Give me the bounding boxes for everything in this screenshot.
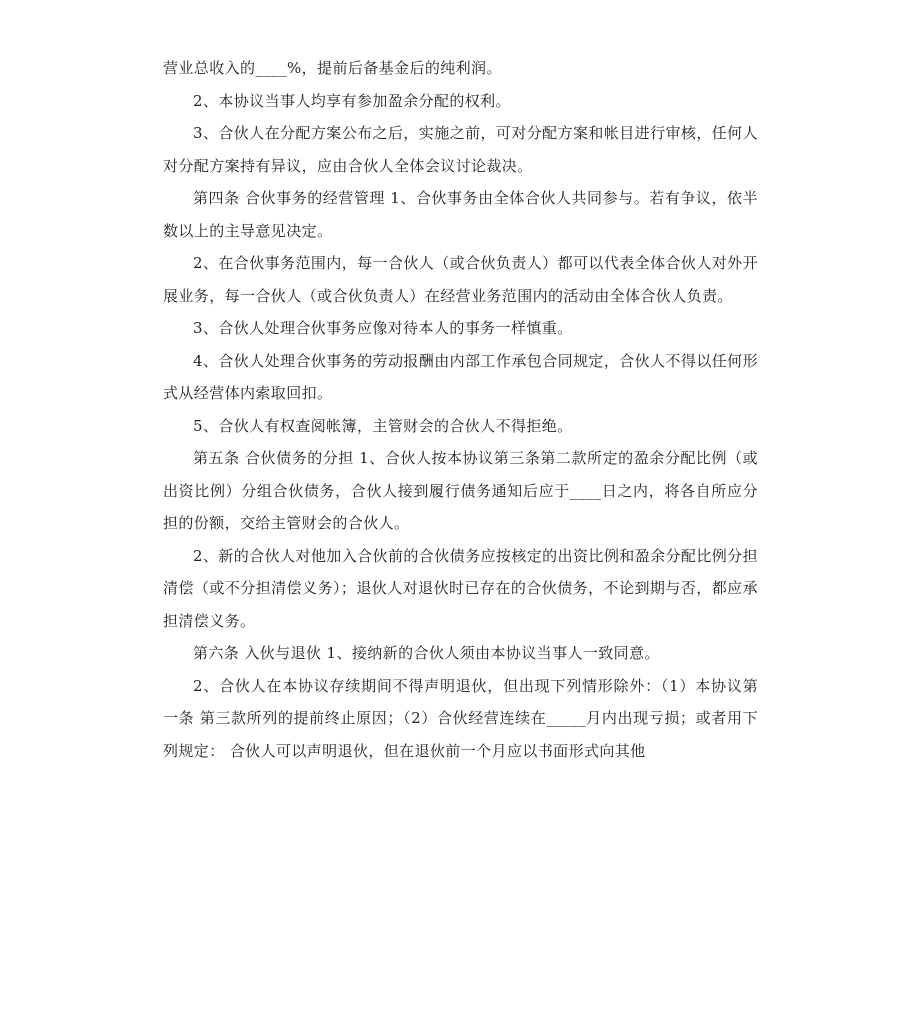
paragraph: 2、合伙人在本协议存续期间不得声明退伙，但出现下列情形除外：（1）本协议第一条 第三款所列的提前终止原因；（2）合伙经营连续在_____月内出现亏损；或者用下列规定： 合伙人可以声明退伙，但在退伙前一个月应以书面形式向其他	[163, 676, 758, 760]
document-body	[163, 52, 758, 767]
paragraph: 5、合伙人有权查阅帐簿，主管财会的合伙人不得拒绝。	[193, 416, 573, 435]
paragraph: 2、新的合伙人对他加入合伙前的合伙债务应按核定的出资比例和盈余分配比例分担清偿（或不分担清偿义务）；退伙人对退伙时已存在的合伙债务，不论到期与否，都应承担清偿义务。	[163, 546, 758, 630]
article-heading-paragraph: 第六条 入伙与退伙 1、接纳新的合伙人须由本协议当事人一致同意。	[193, 644, 660, 662]
article-heading-paragraph: 第五条 合伙债务的分担 1、合伙人按本协议第三条第二款所定的盈余分配比例（或出资比例）分组合伙债务，合伙人接到履行债务通知后应于____日之内，将各自所应分担的份额，交给主管财会的合伙人。	[163, 449, 758, 532]
article-heading-paragraph: 第四条 合伙事务的经营管理 1、合伙事务由全体合伙人共同参与。若有争议，依半数以上的主导意见决定。	[163, 189, 758, 240]
paragraph: 3、合伙人在分配方案公布之后，实施之前，可对分配方案和帐目进行审核，任何人对分配方案持有异议，应由合伙人全体会议讨论裁决。	[163, 124, 758, 175]
paragraph-continuation: 营业总收入的____%，提前后备基金后的纯利润。	[163, 59, 502, 77]
paragraph: 2、在合伙事务范围内，每一合伙人（或合伙负责人）都可以代表全体合伙人对外开展业务，每一合伙人（或合伙负责人）在经营业务范围内的活动由全体合伙人负责。	[163, 254, 758, 305]
paragraph: 3、合伙人处理合伙事务应像对待本人的事务一样慎重。	[193, 319, 573, 337]
paragraph: 4、合伙人处理合伙事务的劳动报酬由内部工作承包合同规定，合伙人不得以任何形式从经营体内索取回扣。	[163, 351, 758, 402]
paragraph: 2、本协议当事人均享有参加盈余分配的权利。	[193, 91, 511, 110]
